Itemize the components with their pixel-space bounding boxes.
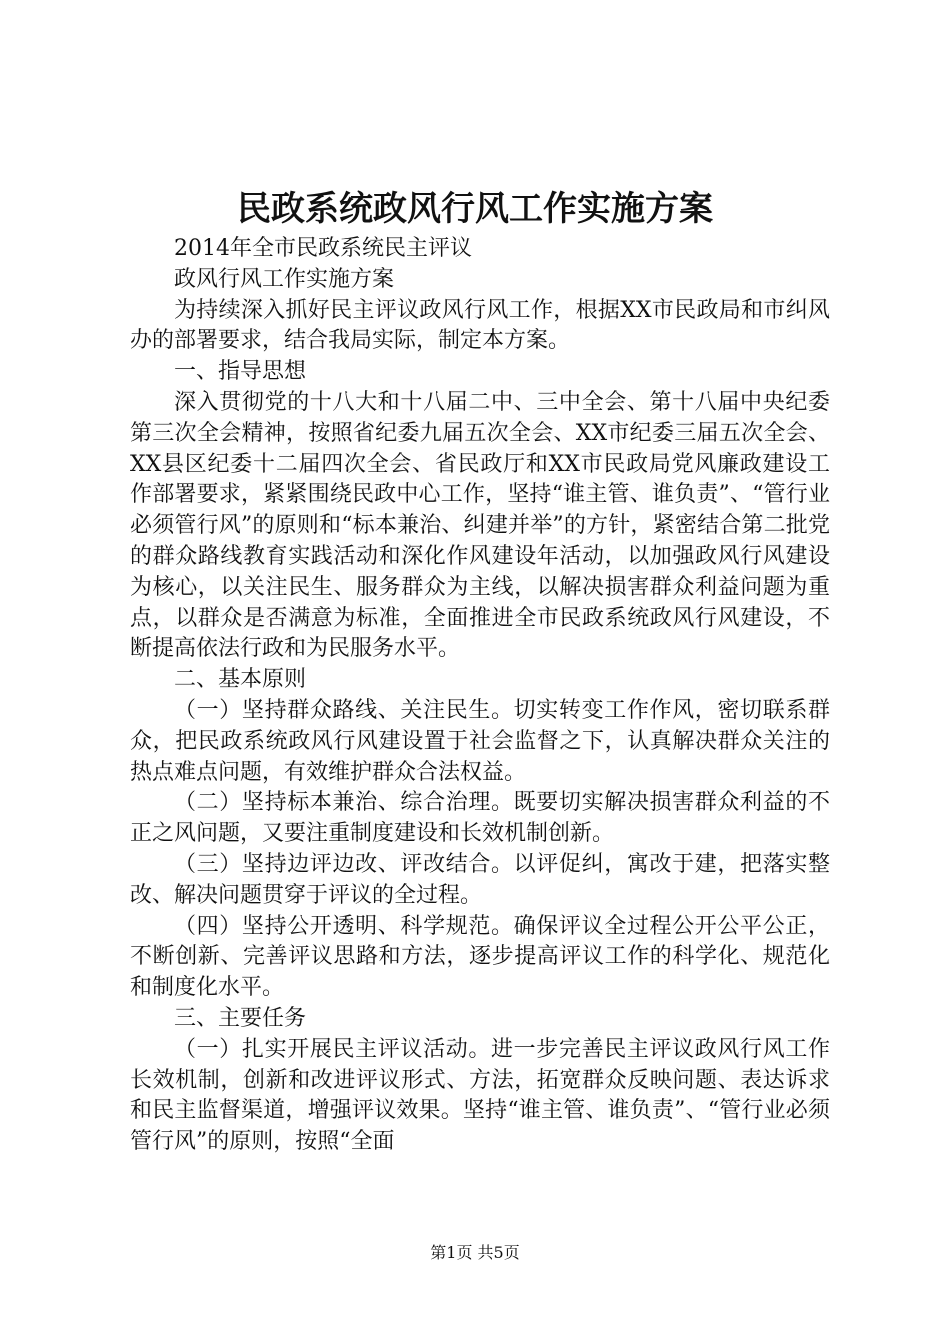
section-heading-main-tasks: 三、主要任务 xyxy=(174,1005,307,1031)
paragraph-intro: 为持续深入抓好民主评议政风行风工作，根据XX市民政局和市纠风办的部署要求，结合我局实际，制定本方案。 xyxy=(130,297,830,354)
paragraph-task-1: （一）扎实开展民主评议活动。进一步完善民主评议政风行风工作长效机制，创新和改进评议形式、方法，拓宽群众反映问题、表达诉求和民主监督渠道，增强评议效果。坚持“谁主管、谁负责”、“管行业必须管行风”的原则，按照“全面 xyxy=(130,1036,830,1155)
page-footer: 第1页 共5页 xyxy=(430,1243,520,1262)
paragraph-subtitle-line-2: 政风行风工作实施方案 xyxy=(174,266,395,292)
paragraph-subtitle-line-1: 2014年全市民政系统民主评议 xyxy=(174,236,472,261)
section-heading-guiding-ideology: 一、指导思想 xyxy=(174,359,307,385)
document-title: 民政系统政风行风工作实施方案 xyxy=(237,189,713,229)
document-body xyxy=(130,234,830,1158)
paragraph-principle-3: （三）坚持边评边改、评改结合。以评促纠，寓改于建，把落实整改、解决问题贯穿于评议的全过程。 xyxy=(130,851,830,908)
paragraph-principle-4: （四）坚持公开透明、科学规范。确保评议全过程公开公平公正，不断创新、完善评议思路和方法，逐步提高评议工作的科学化、规范化和制度化水平。 xyxy=(130,913,830,1001)
paragraph-guiding-ideology: 深入贯彻党的十八大和十八届二中、三中全会、第十八届中央纪委第三次全会精神，按照省纪委九届五次全会、XX市纪委三届五次全会、XX县区纪委十二届四次全会、省民政厅和XX市民政局党风廉政建设工作部署要求，紧紧围绕民政中心工作，坚持“谁主管、谁负责”、“管行业必须管行风”的原则和“标本兼治、纠建并举”的方针，紧密结合第二批党的群众路线教育实践活动和深化作风建设年活动，以加强政风行风建设为核心，以关注民生、服务群众为主线，以解决损害群众利益问题为重点，以群众是否满意为标准，全面推进全市民政系统政风行风建设，不断提高依法行政和为民服务水平。 xyxy=(130,389,830,662)
paragraph-principle-2: （二）坚持标本兼治、综合治理。既要切实解决损害群众利益的不正之风问题，又要注重制度建设和长效机制创新。 xyxy=(130,790,830,847)
paragraph-principle-1: （一）坚持群众路线、关注民生。切实转变工作作风，密切联系群众，把民政系统政风行风建设置于社会监督之下，认真解决群众关注的热点难点问题，有效维护群众合法权益。 xyxy=(130,697,830,785)
section-heading-basic-principles: 二、基本原则 xyxy=(174,667,307,693)
